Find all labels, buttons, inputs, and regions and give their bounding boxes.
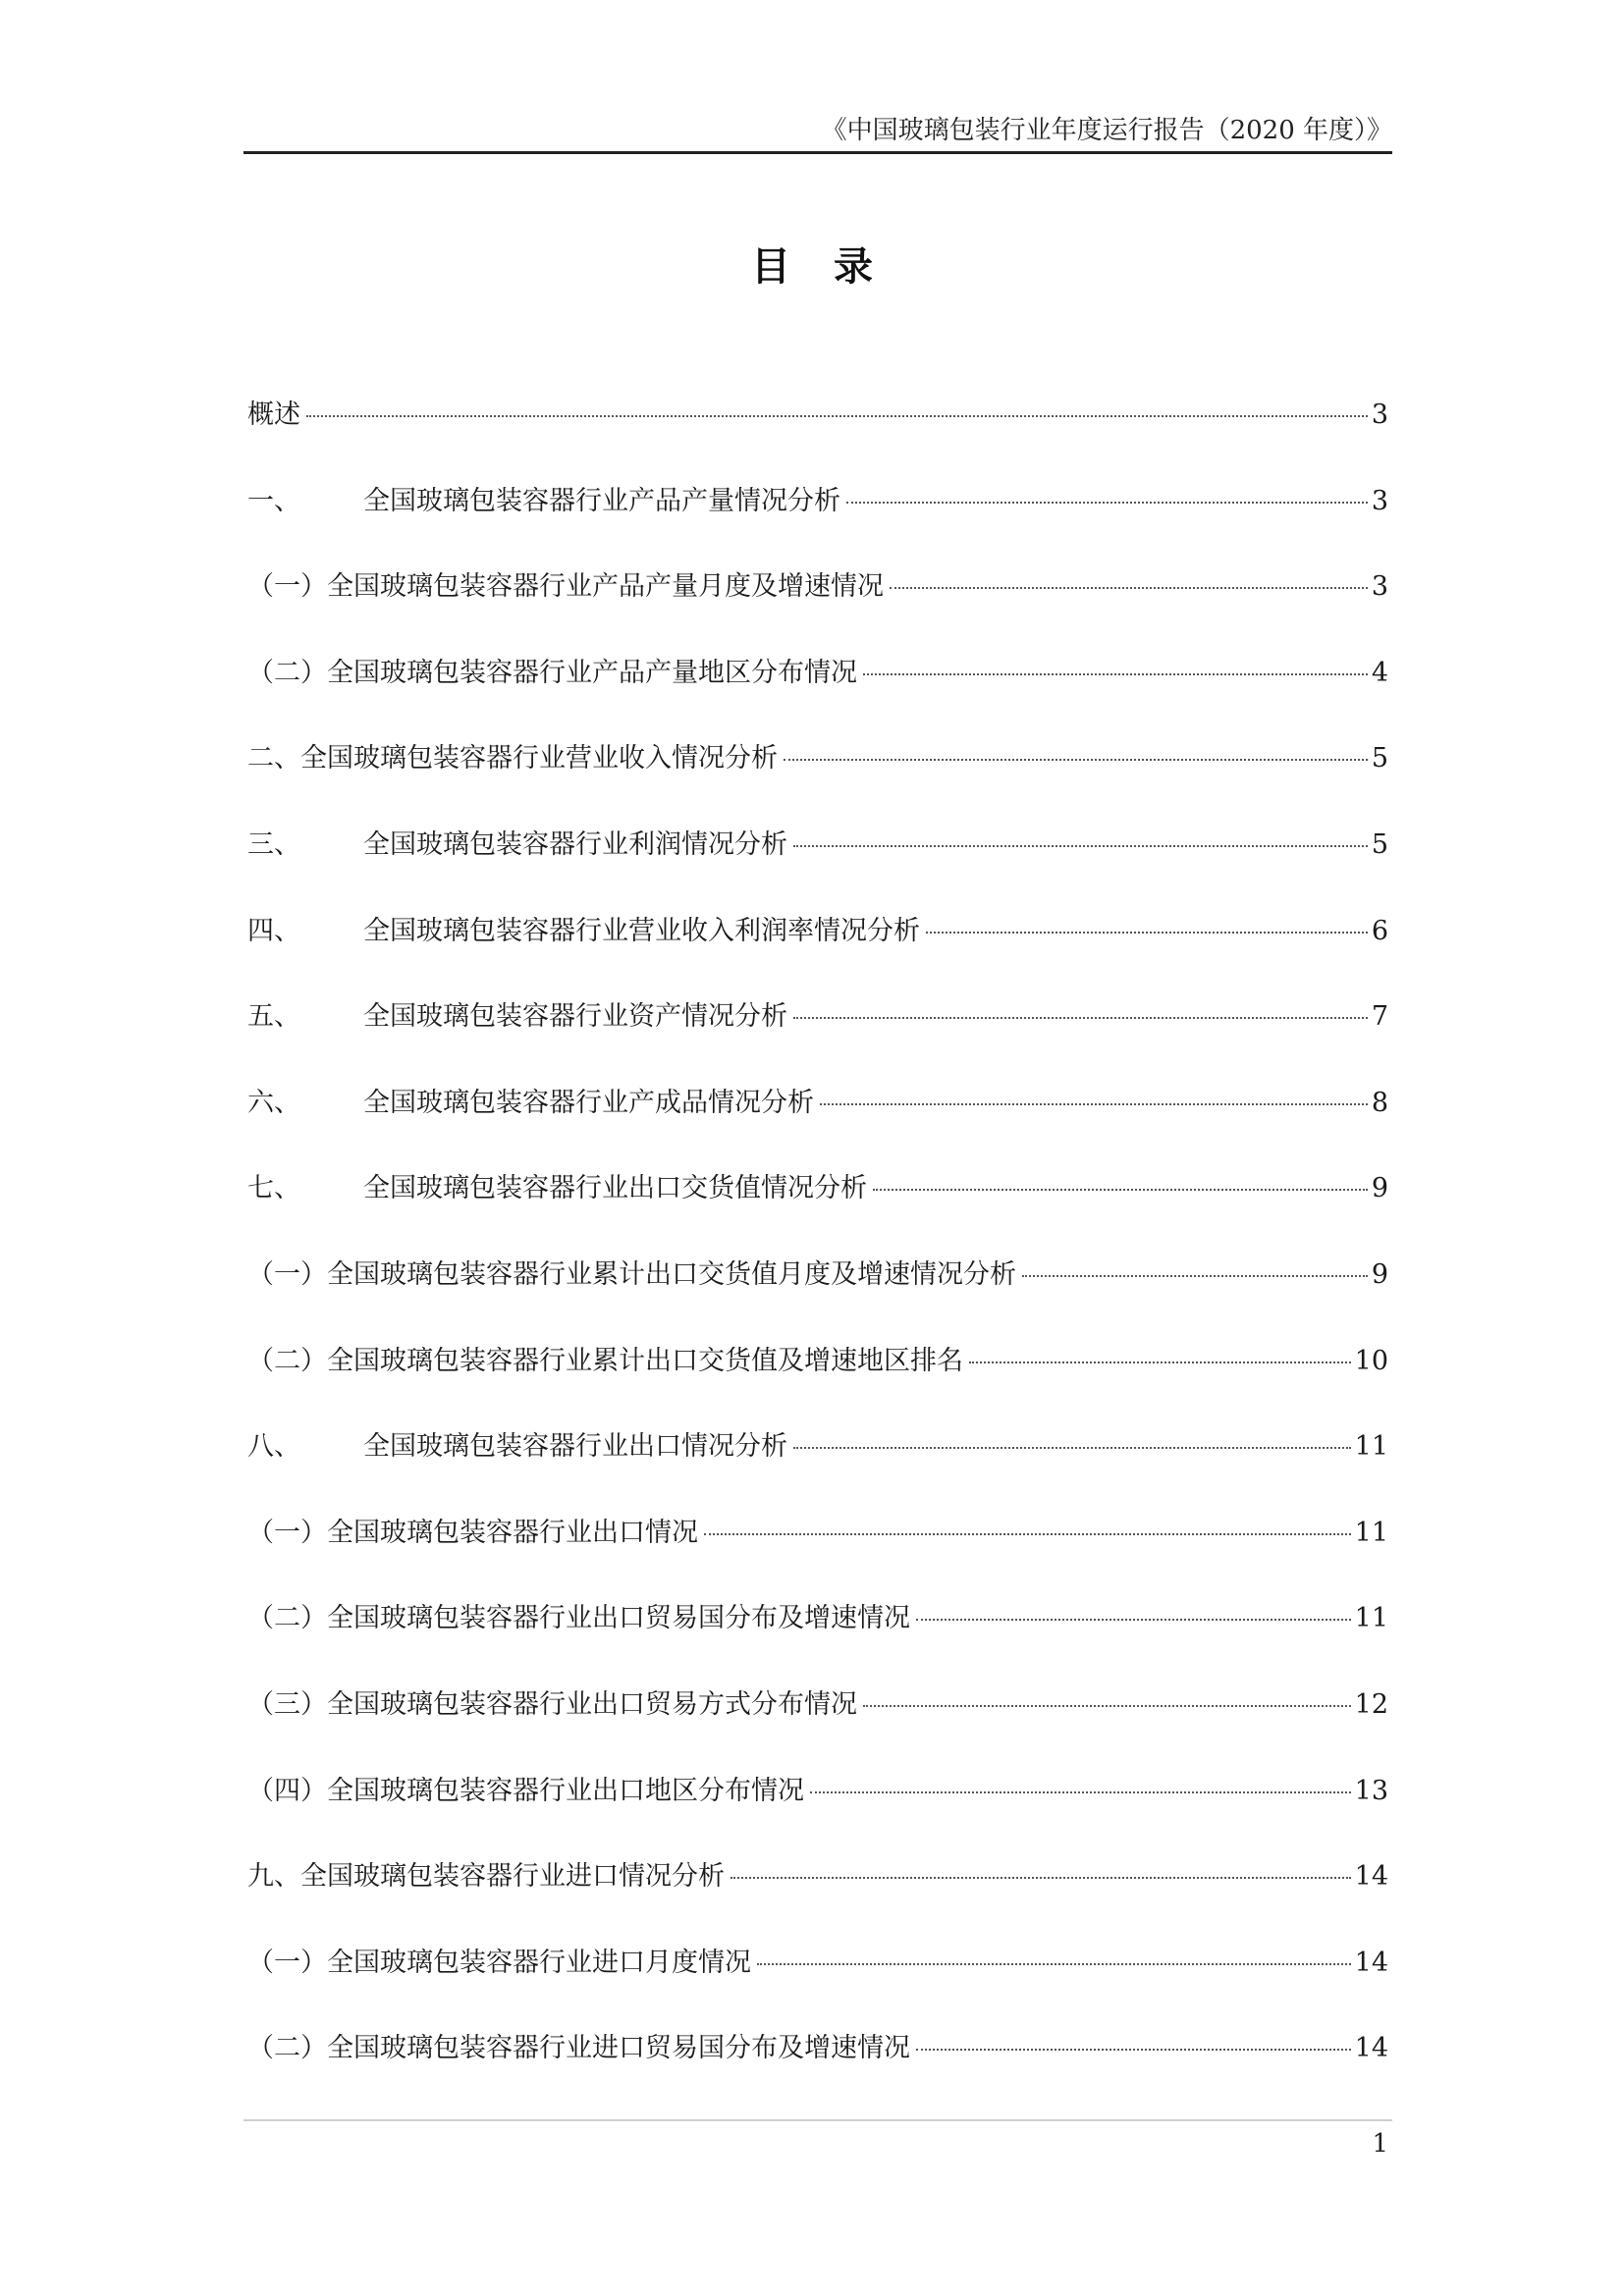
toc-entry[interactable] [247, 1503, 1388, 1589]
toc-entry-number: 九、 [247, 1861, 300, 1893]
toc-entry[interactable] [247, 1846, 1388, 1933]
toc-entry-number: （四） [247, 1775, 327, 1806]
dot-leader [793, 1017, 1368, 1019]
toc-entry-number: （一） [247, 1947, 327, 1978]
toc-entry-page: 9 [1371, 1258, 1388, 1290]
toc-entry-number: 五、 [247, 1001, 300, 1033]
toc-entry-title: 全国玻璃包装容器行业出口贸易国分布及增速情况 [327, 1603, 910, 1634]
toc-entry-number: 六、 [247, 1087, 300, 1118]
toc-entry[interactable] [247, 987, 1388, 1073]
toc-entry-page: 3 [1371, 485, 1388, 516]
toc-entry[interactable] [247, 1761, 1388, 1847]
dot-leader [731, 1877, 1351, 1879]
toc-entry-number: （二） [247, 1603, 327, 1634]
toc-entry-title: 全国玻璃包装容器行业产品产量月度及增速情况 [327, 571, 884, 603]
table-of-contents [247, 385, 1388, 2105]
toc-entry[interactable] [247, 471, 1388, 558]
dot-leader [793, 1447, 1351, 1449]
toc-entry[interactable] [247, 643, 1388, 729]
toc-entry-page: 12 [1354, 1688, 1388, 1720]
toc-entry[interactable] [247, 728, 1388, 815]
toc-entry-title: 全国玻璃包装容器行业营业收入利润率情况分析 [363, 915, 920, 946]
toc-entry-page: 14 [1354, 2033, 1388, 2064]
toc-entry-title: 全国玻璃包装容器行业进口月度情况 [327, 1947, 751, 1978]
toc-title: 目录 [751, 243, 916, 290]
toc-entry-number: （三） [247, 1688, 327, 1720]
footer-divider [244, 2119, 1392, 2121]
toc-entry-title: 全国玻璃包装容器行业进口情况分析 [300, 1861, 725, 1893]
toc-entry-number: 四、 [247, 915, 300, 946]
dot-leader [926, 932, 1368, 934]
toc-entry-title: 全国玻璃包装容器行业累计出口交货值月度及增速情况分析 [327, 1258, 1016, 1290]
toc-entry[interactable] [247, 2018, 1388, 2105]
toc-entry-page: 7 [1371, 1001, 1388, 1033]
toc-entry[interactable] [247, 1331, 1388, 1417]
toc-entry[interactable] [247, 901, 1388, 988]
toc-entry-page: 11 [1354, 1603, 1388, 1634]
dot-leader [306, 415, 1368, 417]
dot-leader [846, 502, 1368, 504]
dot-leader [863, 673, 1368, 675]
toc-entry-title: 全国玻璃包装容器行业累计出口交货值及增速地区排名 [327, 1345, 963, 1376]
toc-entry[interactable] [247, 1588, 1388, 1675]
toc-entry[interactable] [247, 815, 1388, 901]
toc-entry-title: 全国玻璃包装容器行业出口交货值情况分析 [363, 1173, 867, 1204]
running-header: 《中国玻璃包装行业年度运行报告（2020 年度）》 [821, 116, 1392, 145]
dot-leader [784, 759, 1368, 761]
toc-entry-number: 一、 [247, 485, 300, 516]
toc-entry-page: 6 [1371, 915, 1388, 946]
toc-entry-page: 3 [1371, 571, 1388, 603]
toc-entry[interactable] [247, 1416, 1388, 1503]
toc-entry-number: （二） [247, 2033, 327, 2064]
toc-entry-page: 4 [1371, 657, 1388, 688]
toc-entry-page: 14 [1354, 1947, 1388, 1978]
dot-leader [810, 1791, 1351, 1793]
toc-entry-page: 13 [1354, 1775, 1388, 1806]
toc-entry[interactable] [247, 557, 1388, 643]
toc-entry[interactable] [247, 1933, 1388, 2019]
dot-leader [793, 845, 1368, 847]
toc-entry-page: 3 [1371, 400, 1388, 430]
toc-entry-page: 14 [1354, 1861, 1388, 1893]
toc-entry-page: 9 [1371, 1173, 1388, 1204]
toc-entry-title: 全国玻璃包装容器行业产品产量情况分析 [363, 485, 840, 516]
toc-entry-title: 全国玻璃包装容器行业营业收入情况分析 [300, 743, 778, 774]
dot-leader [757, 1963, 1351, 1965]
toc-entry-title: 全国玻璃包装容器行业出口情况分析 [363, 1431, 787, 1463]
toc-entry-number: 三、 [247, 828, 300, 860]
toc-entry-page: 11 [1354, 1431, 1388, 1463]
toc-entry-number: （一） [247, 1517, 327, 1548]
toc-entry-number: （二） [247, 657, 327, 688]
toc-entry-number: 七、 [247, 1173, 300, 1204]
toc-entry[interactable] [247, 385, 1388, 471]
toc-entry-title: 概述 [247, 400, 300, 430]
toc-entry-page: 5 [1371, 743, 1388, 774]
toc-entry-number: （一） [247, 571, 327, 603]
toc-entry-page: 8 [1371, 1087, 1388, 1118]
toc-entry-page: 11 [1354, 1517, 1388, 1548]
toc-entry-title: 全国玻璃包装容器行业资产情况分析 [363, 1001, 787, 1033]
toc-entry-page: 10 [1354, 1345, 1388, 1376]
toc-entry-page: 5 [1371, 828, 1388, 860]
toc-entry-title: 全国玻璃包装容器行业出口贸易方式分布情况 [327, 1688, 857, 1720]
dot-leader [890, 587, 1368, 589]
toc-entry-title: 全国玻璃包装容器行业利润情况分析 [363, 828, 787, 860]
toc-entry-number: （一） [247, 1258, 327, 1290]
toc-entry[interactable] [247, 1245, 1388, 1331]
dot-leader [1022, 1275, 1368, 1277]
page-number: 1 [1372, 2129, 1388, 2159]
toc-entry[interactable] [247, 1158, 1388, 1245]
dot-leader [916, 2049, 1351, 2051]
toc-entry-number: 八、 [247, 1431, 300, 1463]
dot-leader [873, 1189, 1368, 1191]
toc-entry[interactable] [247, 1675, 1388, 1761]
dot-leader [969, 1362, 1351, 1363]
toc-entry-number: （二） [247, 1345, 327, 1376]
header-divider [244, 151, 1392, 154]
dot-leader [863, 1705, 1351, 1707]
toc-entry-title: 全国玻璃包装容器行业产成品情况分析 [363, 1087, 814, 1118]
toc-entry[interactable] [247, 1073, 1388, 1159]
toc-entry-title: 全国玻璃包装容器行业出口情况 [327, 1517, 698, 1548]
toc-entry-title: 全国玻璃包装容器行业产品产量地区分布情况 [327, 657, 857, 688]
toc-entry-title: 全国玻璃包装容器行业出口地区分布情况 [327, 1775, 804, 1806]
dot-leader [820, 1103, 1368, 1105]
toc-entry-number: 二、 [247, 743, 300, 774]
dot-leader [916, 1619, 1351, 1621]
dot-leader [704, 1533, 1351, 1535]
toc-entry-title: 全国玻璃包装容器行业进口贸易国分布及增速情况 [327, 2033, 910, 2064]
